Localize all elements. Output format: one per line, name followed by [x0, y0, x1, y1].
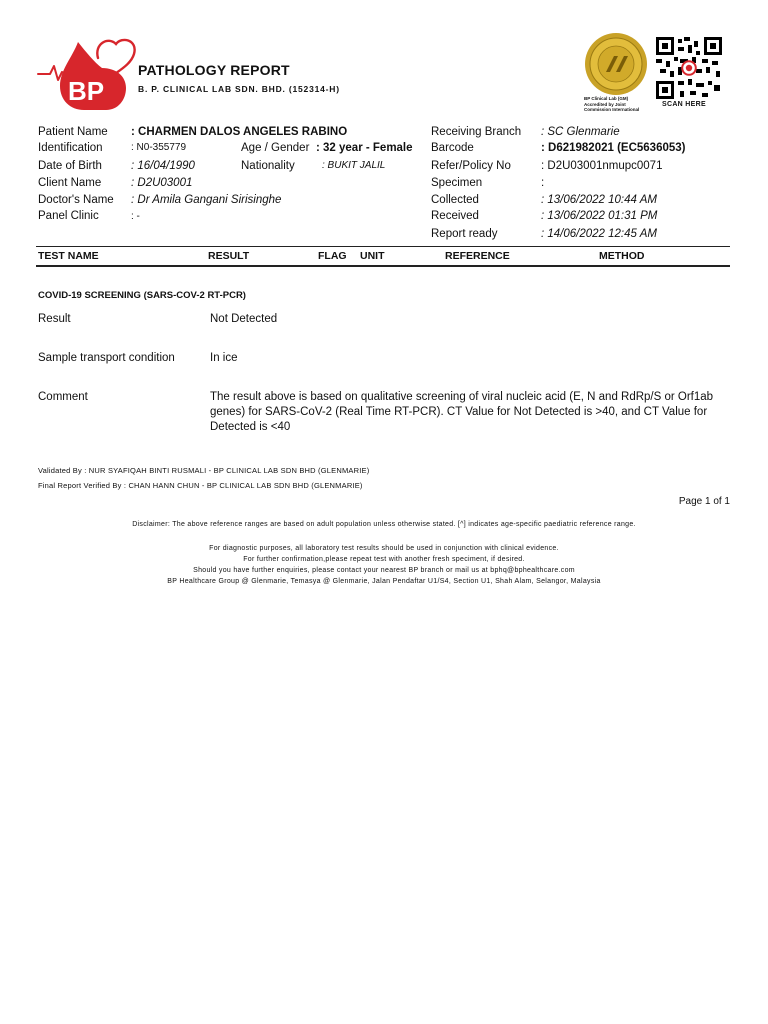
- specimen-value: :: [541, 177, 545, 189]
- row-result-value: Not Detected: [210, 313, 278, 325]
- footer-note: For diagnostic purposes, all laboratory test results should be used in conjunction with clinical evidence.: [209, 545, 559, 552]
- nationality-value: : BUKIT JALIL: [322, 160, 386, 171]
- report-title: PATHOLOGY REPORT: [138, 62, 290, 78]
- header-method: METHOD: [599, 250, 645, 262]
- collected-value: : 13/06/2022 10:44 AM: [541, 194, 657, 206]
- section-title: COVID-19 SCREENING (SARS-COV-2 RT-PCR): [38, 290, 246, 301]
- row-transport-value: In ice: [210, 352, 238, 364]
- page-number: Page 1 of 1: [678, 496, 730, 507]
- panel-clinic-value: : -: [131, 211, 140, 222]
- dob-label: Date of Birth: [38, 160, 102, 172]
- row-result-label: Result: [38, 313, 71, 325]
- patient-name-value: : CHARMEN DALOS ANGELES RABINO: [131, 126, 348, 138]
- identification-label: Identification: [38, 142, 103, 154]
- client-name-label: Client Name: [38, 177, 102, 189]
- footer-note: For further confirmation,please repeat test with another fresh speciment, if desired.: [243, 556, 525, 563]
- receiving-branch-value: : SC Glenmarie: [541, 126, 620, 138]
- footer-note: BP Healthcare Group @ Glenmarie, Temasya @ Glenmarie, Jalan Pendaftar U1/S4, Section U1, Shah Alam, Selangor, Malaysia: [167, 578, 601, 585]
- received-value: : 13/06/2022 01:31 PM: [541, 210, 658, 222]
- qr-caption: SCAN HERE: [662, 101, 706, 108]
- bp-logo: [36, 34, 140, 114]
- receiving-branch-label: Receiving Branch: [431, 126, 522, 138]
- verified-by: Final Report Verified By : CHAN HANN CHUN - BP CLINICAL LAB SDN BHD (GLENMARIE): [38, 481, 363, 490]
- header-result: RESULT: [208, 250, 250, 262]
- logo-text: BP: [68, 76, 105, 106]
- qr-code-icon[interactable]: [656, 37, 722, 99]
- identification-value: : N0-355779: [131, 142, 187, 153]
- header-unit: UNIT: [360, 250, 385, 262]
- refer-policy-label: Refer/Policy No: [431, 160, 511, 172]
- barcode-label: Barcode: [431, 142, 474, 154]
- client-name-value: : D2U03001: [131, 177, 193, 189]
- panel-clinic-label: Panel Clinic: [38, 210, 99, 222]
- report-ready-label: Report ready: [431, 228, 498, 240]
- table-header-divider: [36, 265, 730, 267]
- footer-notes: [0, 543, 768, 587]
- age-gender-label: Age / Gender: [241, 142, 310, 154]
- row-comment-value: The result above is based on qualitative screening of viral nucleic acid (E, N and RdRp/S or Orf1ab genes) for SARS-CoV-2 (Real Time RT-PCR). CT Value for Not Detected is >40, and CT Value for Detected is <40: [210, 391, 714, 433]
- row-comment-label: Comment: [38, 391, 88, 403]
- header-test-name: TEST NAME: [38, 250, 99, 262]
- header-flag: FLAG: [318, 250, 347, 262]
- barcode-value: : D621982021 (EC5636053): [541, 142, 686, 154]
- doctor-name-label: Doctor's Name: [38, 194, 114, 206]
- disclaimer: Disclaimer: The above reference ranges are based on adult population unless otherwise stated. [^] indicates age-specific paediatric reference range.: [132, 521, 636, 528]
- dob-value: : 16/04/1990: [131, 160, 195, 172]
- accreditation-caption: BP Clinical Lab (GM) Accredited by Joint Commission International: [584, 96, 640, 112]
- table-top-divider: [36, 246, 730, 247]
- patient-name-label: Patient Name: [38, 126, 108, 138]
- specimen-label: Specimen: [431, 177, 483, 189]
- report-ready-value: : 14/06/2022 12:45 AM: [541, 228, 657, 240]
- nationality-label: Nationality: [241, 160, 295, 172]
- footer-note: Should you have further enquiries, please contact your nearest BP branch or mail us at bphq@bphealthcare.com: [193, 567, 575, 574]
- received-label: Received: [431, 210, 479, 222]
- collected-label: Collected: [431, 194, 479, 206]
- jci-seal-icon: [584, 32, 648, 96]
- header-reference: REFERENCE: [445, 250, 510, 262]
- doctor-name-value: : Dr Amila Gangani Sirisinghe: [131, 194, 282, 206]
- lab-name: B. P. CLINICAL LAB SDN. BHD. (152314-H): [138, 84, 340, 94]
- refer-policy-value: : D2U03001nmupc0071: [541, 160, 663, 172]
- age-gender-value: : 32 year - Female: [316, 142, 413, 154]
- row-transport-label: Sample transport condition: [38, 352, 175, 364]
- validated-by: Validated By : NUR SYAFIQAH BINTI RUSMALI - BP CLINICAL LAB SDN BHD (GLENMARIE): [38, 466, 370, 475]
